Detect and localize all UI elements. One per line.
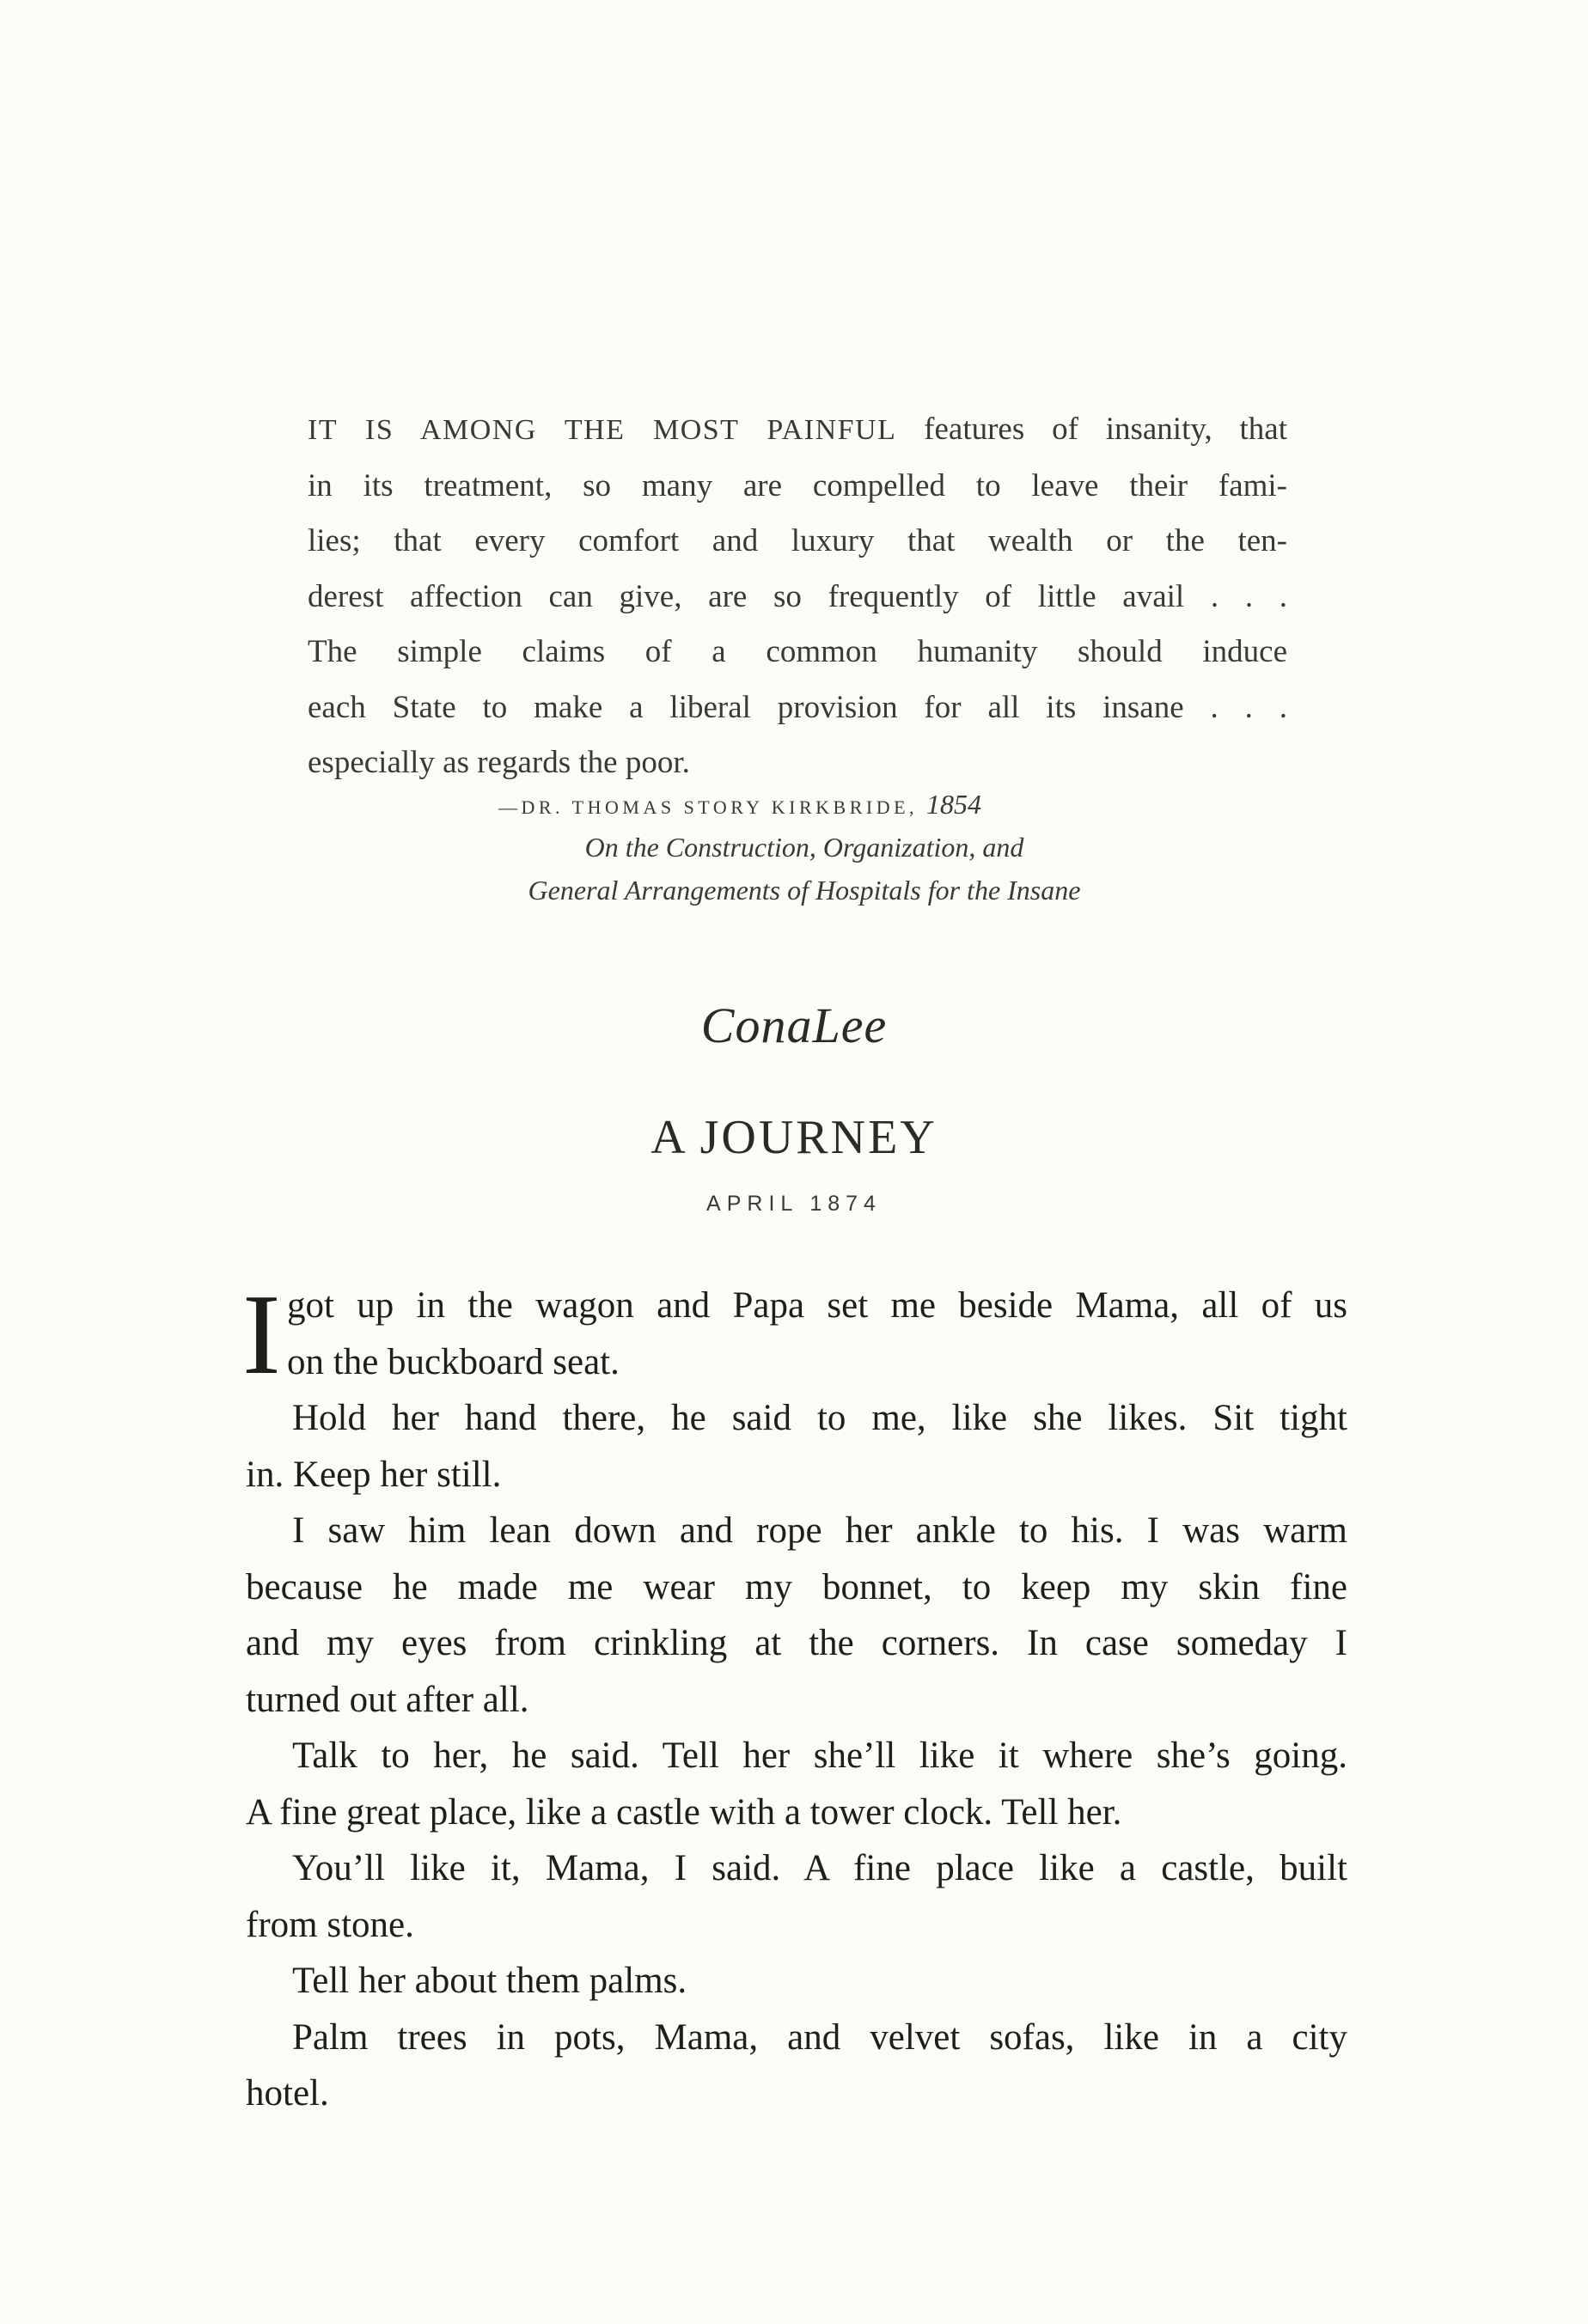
epigraph-line-1 [308, 402, 1287, 459]
body-line-11: You’ll like it, Mama, I said. A fine place like a castle, built [292, 1848, 1347, 1888]
body-line-2: on the buckboard seat. [287, 1341, 620, 1382]
chapter-narrator-name: ConaLee [700, 997, 888, 1053]
epigraph-line-1-rest: features of insanity, that [896, 412, 1287, 447]
body-line-9: Talk to her, he said. Tell her she’ll like it where she’s going. [292, 1735, 1347, 1776]
body-line-5: I saw him lean down and rope her ankle to his. I was warm [292, 1510, 1347, 1551]
epigraph-line-5: The simple claims of a common humanity should induce [308, 634, 1287, 669]
body-text [246, 1278, 1347, 2122]
attribution-year: 1854 [926, 789, 982, 820]
body-line-15: hotel. [246, 2073, 329, 2114]
drop-cap: I [242, 1271, 281, 1398]
attribution-work-line-2: General Arrangements of Hospitals for the Insane [528, 875, 1081, 906]
body-line-1: got up in the wagon and Papa set me beside Mama, all of us [287, 1285, 1347, 1326]
attribution-author [498, 786, 981, 826]
body-line-14: Palm trees in pots, Mama, and velvet sofas, like in a city [292, 2016, 1347, 2058]
body-line-7: and my eyes from crinkling at the corners. In case someday I [246, 1623, 1347, 1663]
chapter-title: A JOURNEY [650, 1111, 938, 1164]
attribution-work-line-1: On the Construction, Organization, and [584, 832, 1024, 863]
epigraph-line-3: lies; that every comfort and luxury that wealth or the ten- [308, 523, 1287, 558]
attribution-author-name: —DR. THOMAS STORY KIRKBRIDE, [498, 796, 927, 818]
body-line-3: Hold her hand there, he said to me, like she likes. Sit tight [292, 1398, 1347, 1438]
chapter-date: APRIL 1874 [706, 1192, 882, 1216]
body-line-12: from stone. [246, 1904, 414, 1945]
body-line-8: turned out after all. [246, 1679, 529, 1720]
body-line-6: because he made me wear my bonnet, to keep my skin fine [246, 1566, 1347, 1607]
body-line-10: A fine great place, like a castle with a tower clock. Tell her. [246, 1791, 1122, 1833]
body-line-4: in. Keep her still. [246, 1454, 502, 1495]
body-line-13: Tell her about them palms. [292, 1961, 687, 2001]
epigraph [308, 402, 1287, 791]
epigraph-line-7: especially as regards the poor. [308, 745, 690, 780]
epigraph-line-6: each State to make a liberal provision for all its insane . . . [308, 689, 1287, 725]
epigraph-line-2: in its treatment, so many are compelled to leave their fami- [308, 467, 1287, 503]
epigraph-line-4: derest affection can give, are so frequently of little avail . . . [308, 578, 1287, 614]
epigraph-lead-smallcaps: IT IS AMONG THE MOST PAINFUL [308, 414, 897, 446]
